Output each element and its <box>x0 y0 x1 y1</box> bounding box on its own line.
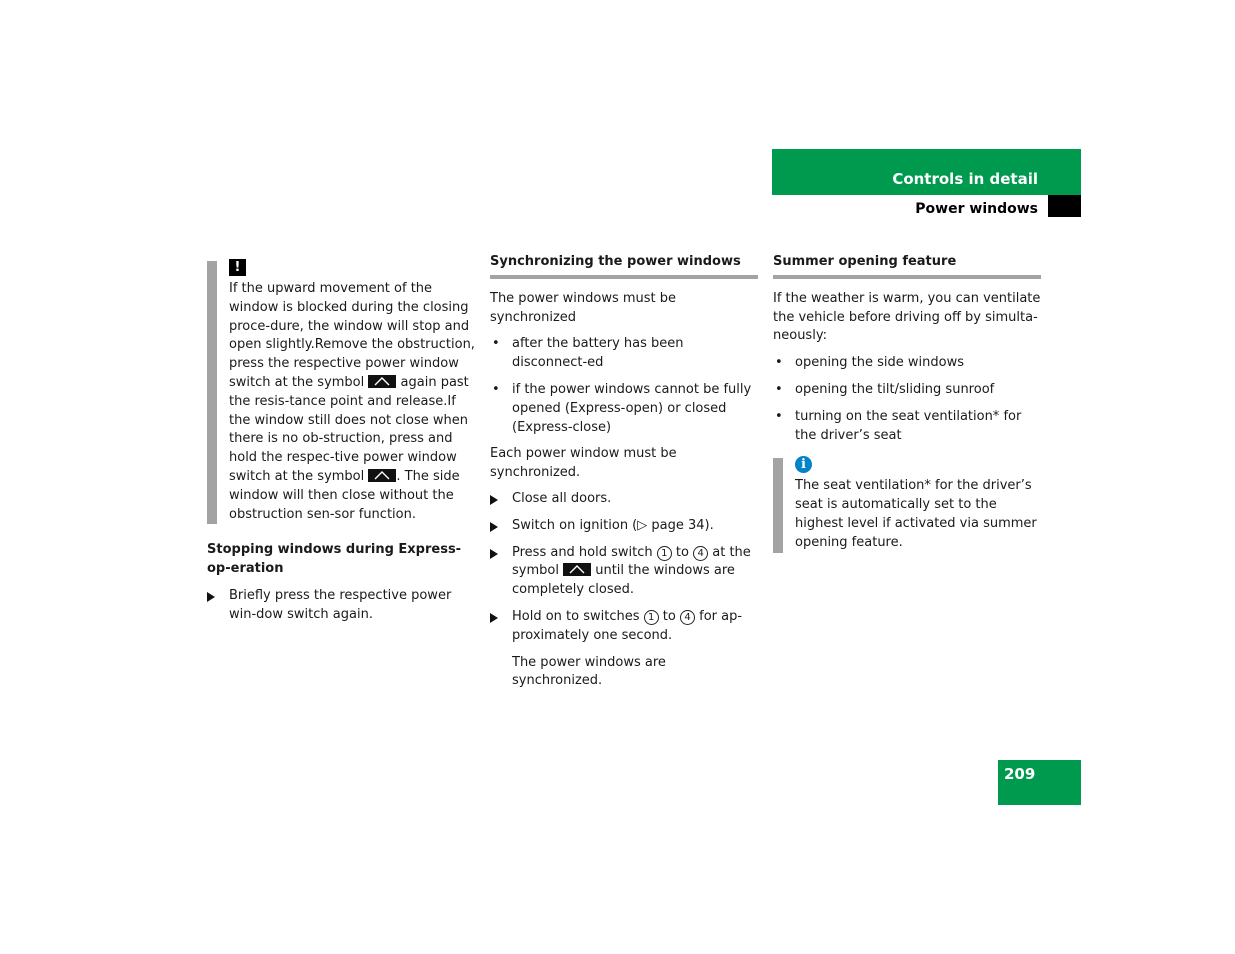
window-up-symbol-icon <box>368 375 396 388</box>
switch-4-icon: 4 <box>680 610 695 625</box>
list-item: • if the power windows cannot be fully opened (Express-open) or closed (Express-close) <box>492 381 752 435</box>
switch-1-icon: 1 <box>644 610 659 625</box>
list-item: • after the battery has been disconnect-ed <box>492 336 684 371</box>
page-number: 209 <box>1004 765 1036 783</box>
column-right <box>773 253 1041 553</box>
arrow-bullet-icon <box>207 592 215 602</box>
sync-heading: Synchronizing the power windows <box>490 253 758 279</box>
warning-icon: ! <box>229 259 246 276</box>
summer-intro: If the weather is warm, you can ventilate the vehicle before driving off by simulta-neously: <box>773 290 1041 344</box>
switch-4-icon: 4 <box>693 546 708 561</box>
section-title: Controls in detail <box>892 170 1038 188</box>
sync-para: Each power window must be synchronized. <box>490 446 677 481</box>
warning-box <box>207 257 477 524</box>
step-item: Press and hold switch 1 to 4 at the symbol until the windows are completely closed. <box>490 544 758 600</box>
window-up-symbol-icon <box>563 563 591 576</box>
subsection-title: Power windows <box>915 201 1038 217</box>
arrow-bullet-icon <box>490 495 498 505</box>
step-item: Close all doors. <box>490 490 758 509</box>
warning-text: If the upward movement of the window is blocked during the closing proce-dure, the window will stop and open slightly.Remove the obstruction, press the respective power window switch at the symbol again past the resis-tance point and release.If the window still does not close when there is no ob-struction, press and hold the respec-tive power window switch at the symbol . The side window will then close without the obstruction sen-sor function. <box>229 281 475 522</box>
step-item: Hold on to switches 1 to 4 for ap-proximately one second. <box>490 608 758 646</box>
list-item: • turning on the seat ventilation* for the driver’s seat <box>775 408 1022 443</box>
arrow-bullet-icon <box>490 522 498 532</box>
column-middle <box>490 253 758 691</box>
list-item: • opening the tilt/sliding sunroof <box>775 381 995 397</box>
info-text: The seat ventilation* for the driver’s seat is automatically set to the highest level if activated via summer opening feature. <box>795 478 1037 550</box>
list-item: • opening the side windows <box>775 355 965 371</box>
summer-heading: Summer opening feature <box>773 253 1041 279</box>
sync-result: The power windows are synchronized. <box>512 654 666 689</box>
info-box <box>773 454 1041 552</box>
express-stop-heading: Stopping windows during Express-op-eration <box>207 542 462 577</box>
switch-1-icon: 1 <box>657 546 672 561</box>
sync-intro: The power windows must be synchronized <box>490 290 677 325</box>
window-up-symbol-icon <box>368 469 396 482</box>
column-left <box>207 253 477 625</box>
arrow-bullet-icon <box>490 549 498 559</box>
info-icon: i <box>795 456 812 473</box>
header-black-tab <box>1048 195 1081 217</box>
arrow-bullet-icon <box>490 613 498 623</box>
step-item: Briefly press the respective power win-dow switch again. <box>207 587 477 625</box>
step-item: Switch on ignition (▷ page 34). <box>490 517 758 536</box>
